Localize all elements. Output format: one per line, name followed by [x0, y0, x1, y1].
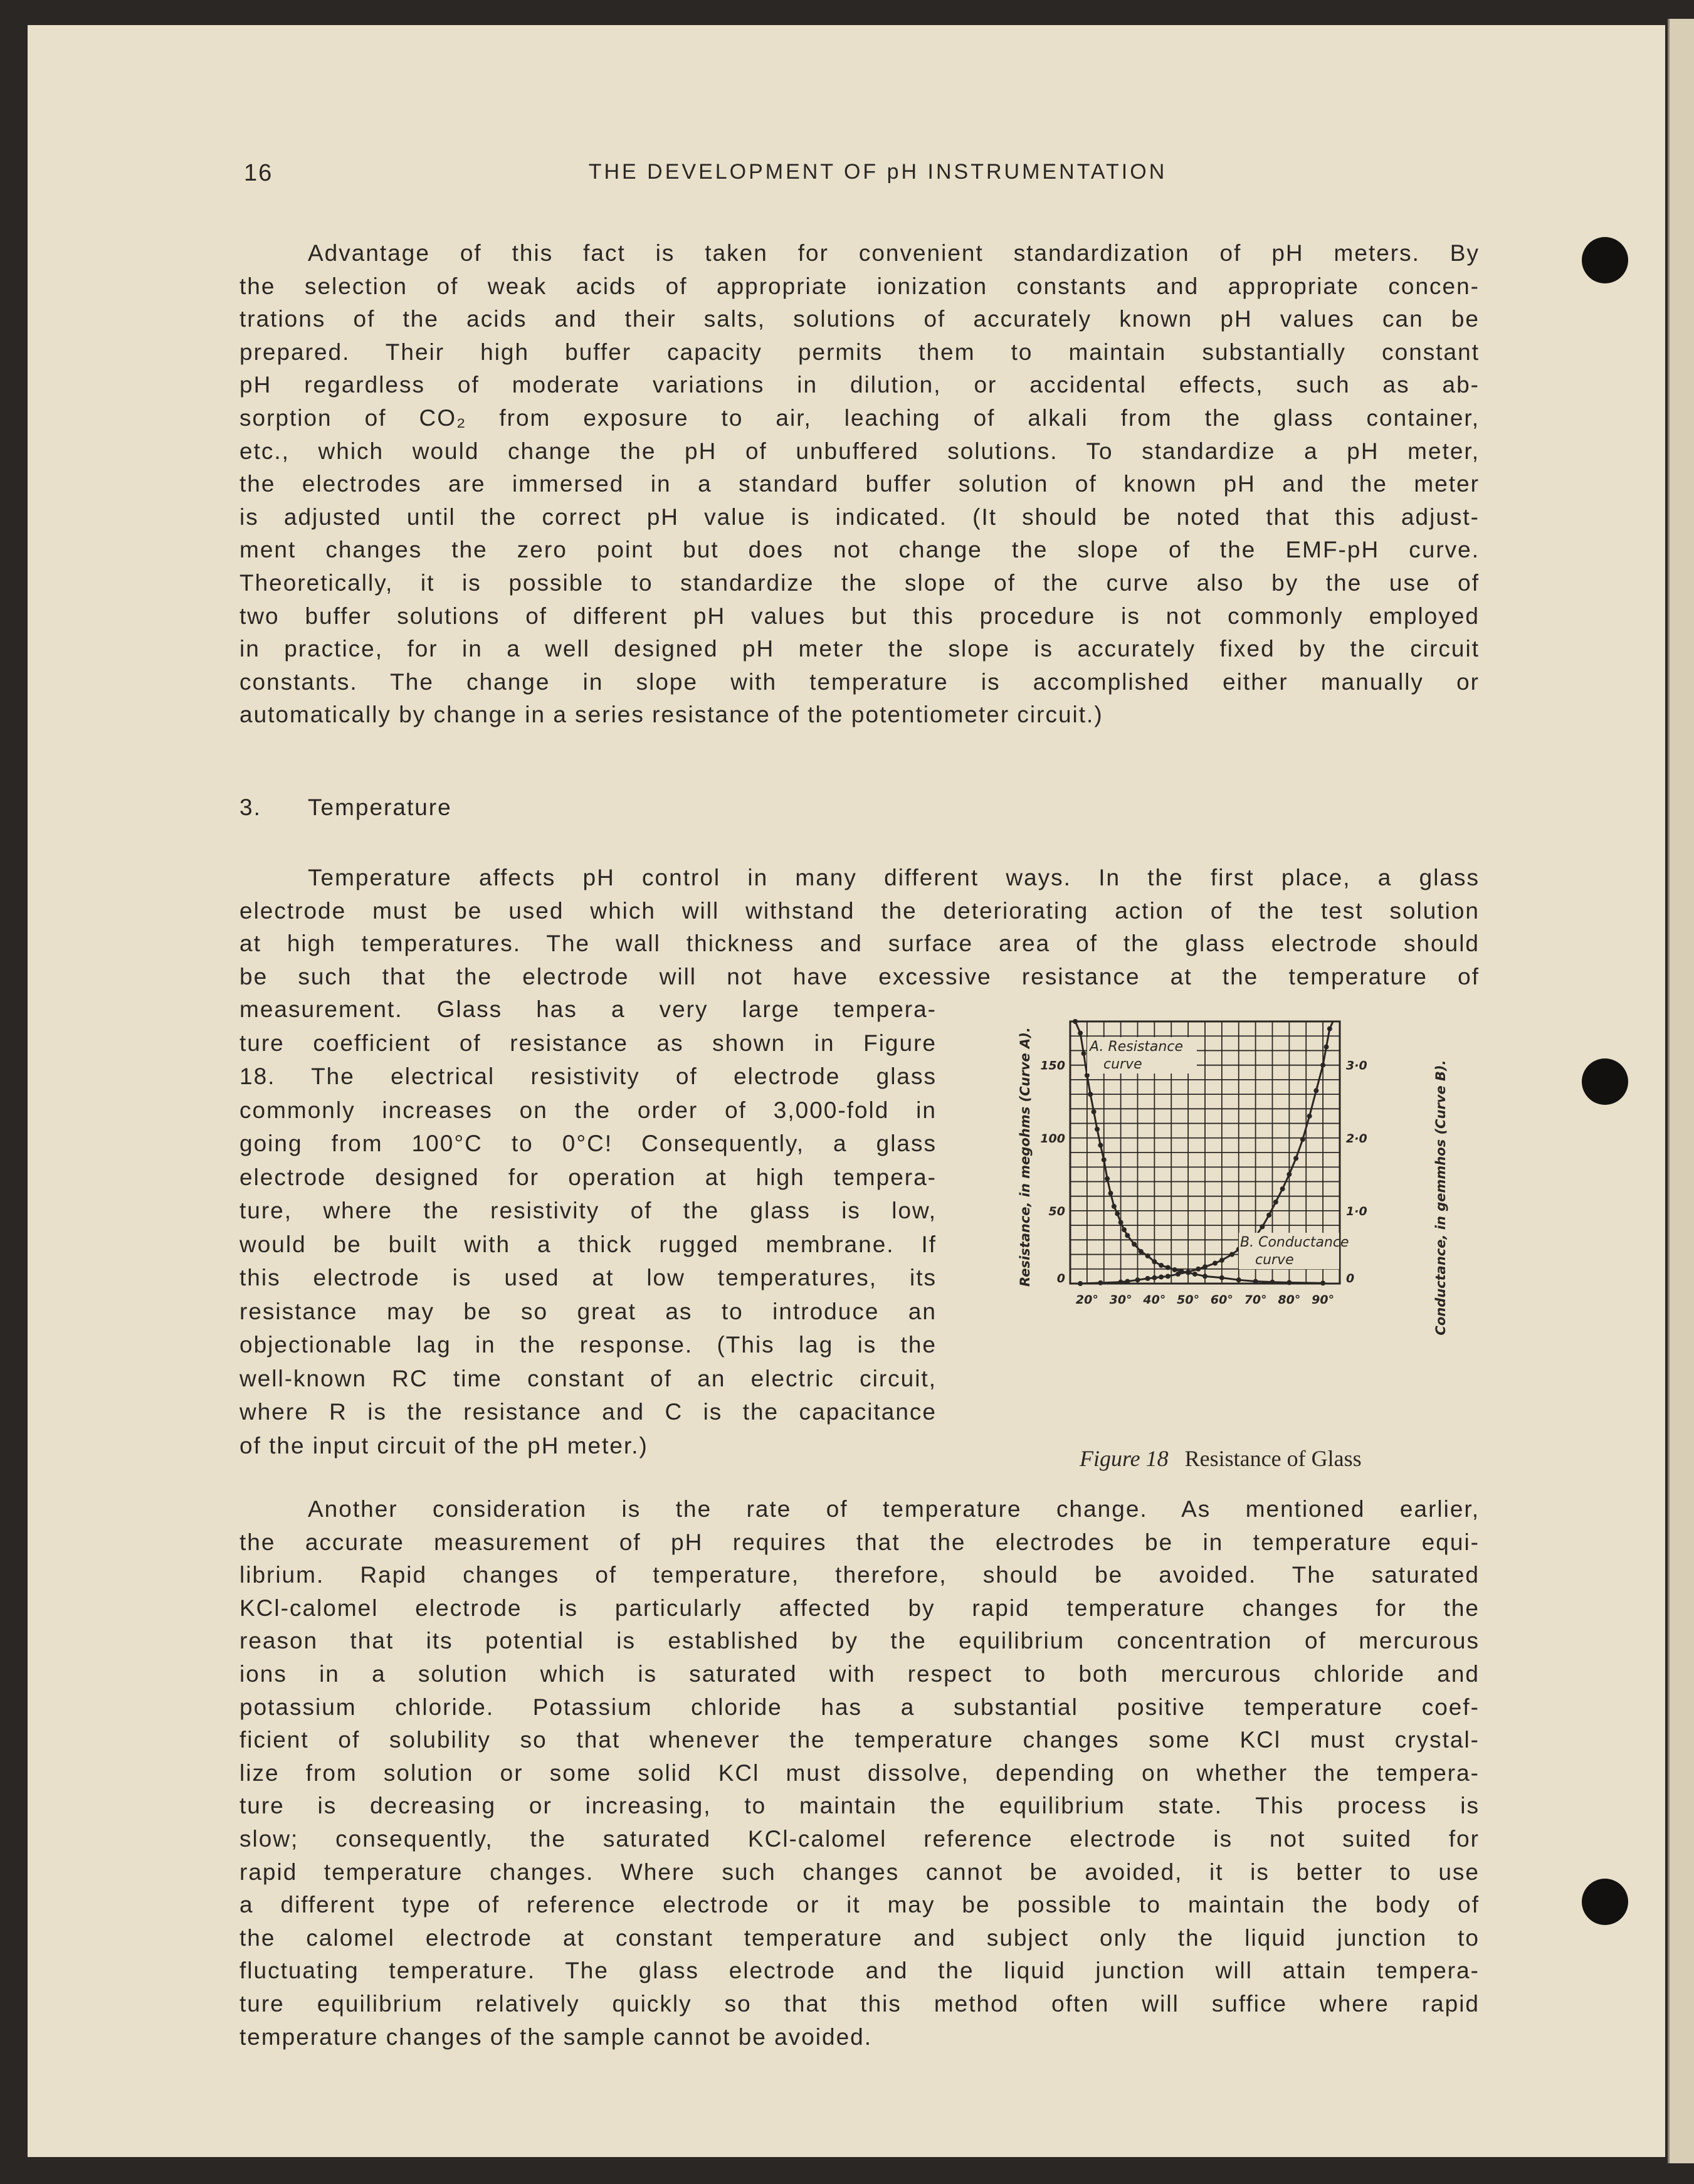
text-line: resistance may be so great as to introduce an — [239, 1298, 937, 1324]
text-line: KCl-calomel electrode is particularly affected by rapid temperature changes for the — [239, 1595, 1480, 1621]
section-heading — [239, 794, 452, 821]
data-point — [1122, 1227, 1127, 1232]
text-line: is adjusted until the correct pH value is indicated. (It should be noted that this adjust- — [239, 504, 1480, 530]
paragraph-2-continued — [239, 993, 937, 1462]
text-line: in practice, for in a well designed pH meter the slope is accurately fixed by the circuit — [239, 636, 1480, 662]
y-tick-label: 150 — [1040, 1058, 1065, 1073]
text-line: trations of the acids and their salts, solutions of accurately known pH values can be — [239, 306, 1480, 332]
annotation-conductance: B. Conductance — [1240, 1235, 1349, 1250]
text-line: where R is the resistance and C is the capacitance — [239, 1399, 937, 1425]
section-title: Temperature — [308, 794, 452, 820]
data-point — [1092, 1109, 1097, 1114]
text-line: potassium chloride. Potassium chloride has a substantial positive temperature coef- — [239, 1694, 1480, 1720]
text-line: automatically by change in a series resistance of the potentiometer circuit.) — [239, 702, 1103, 728]
text-line: fluctuating temperature. The glass electrode and the liquid junction will attain tempera- — [239, 1958, 1480, 1984]
paragraph-3 — [239, 1493, 1480, 2054]
data-point — [1324, 1045, 1329, 1050]
text-line: Temperature affects pH control in many different ways. In the first place, a glass — [308, 865, 1480, 890]
data-point — [1115, 1211, 1120, 1216]
data-point — [1152, 1275, 1157, 1280]
data-point — [1219, 1275, 1224, 1280]
data-point — [1192, 1272, 1197, 1277]
data-point — [1196, 1267, 1201, 1272]
binder-hole-icon — [1582, 237, 1628, 283]
x-tick-label: 30° — [1109, 1293, 1132, 1307]
data-point — [1135, 1277, 1140, 1282]
text-line: ture is decreasing or increasing, to maintain the equilibrium state. This process is — [239, 1793, 1480, 1819]
text-line: going from 100°C to 0°C! Consequently, a glass — [239, 1131, 937, 1156]
data-point — [1118, 1220, 1123, 1225]
text-line: ficient of solubility so that whenever the temperature changes some KCl must crystal- — [239, 1727, 1480, 1753]
data-point — [1125, 1279, 1130, 1284]
data-point — [1286, 1172, 1292, 1177]
data-point — [1102, 1158, 1107, 1163]
annotation-resistance: A. Resistance — [1090, 1039, 1183, 1055]
x-tick-label: 90° — [1312, 1293, 1335, 1307]
text-line: prepared. Their high buffer capacity permits them to maintain substantially constant — [239, 339, 1480, 365]
data-point — [1202, 1274, 1207, 1279]
text-line: at high temperatures. The wall thickness and surface area of the glass electrode should — [239, 931, 1480, 957]
text-line: the calomel electrode at constant temperature and subject only the liquid junction to — [239, 1924, 1480, 1951]
data-point — [1327, 1026, 1332, 1031]
data-point — [1253, 1279, 1258, 1284]
page-number: 16 — [244, 160, 273, 186]
data-point — [1176, 1272, 1181, 1277]
text-line: librium. Rapid changes of temperature, therefore, should be avoided. The saturated — [239, 1562, 1480, 1588]
data-point — [1078, 1031, 1083, 1036]
data-point — [1098, 1142, 1103, 1147]
data-point — [1125, 1233, 1130, 1238]
data-point — [1313, 1088, 1318, 1093]
text-line: sorption of CO₂ from exposure to air, leaching of alkali from the glass container, — [239, 404, 1480, 431]
text-line: constants. The change in slope with temperature is accomplished either manually or — [239, 668, 1480, 695]
annotation-conductance-curve: curve — [1255, 1252, 1294, 1268]
y-axis-title: Resistance, in megohms (Curve A). — [1018, 1027, 1033, 1287]
text-line: of the input circuit of the pH meter.) — [239, 1432, 648, 1459]
data-point — [1088, 1092, 1093, 1097]
text-line: ture equilibrium relatively quickly so that this method often will suffice where rapid — [239, 1990, 1480, 2017]
y2-tick-label: 3·0 — [1346, 1058, 1367, 1073]
text-line: the accurate measurement of pH requires that the electrodes be in temperature equi- — [239, 1529, 1480, 1555]
data-point — [1307, 1114, 1312, 1119]
text-line: ment changes the zero point but does not change the slope of the EMF-pH curve. — [239, 537, 1480, 563]
text-line: Another consideration is the rate of temperature change. As mentioned earlier, — [308, 1496, 1480, 1522]
data-point — [1073, 1019, 1078, 1024]
data-point — [1145, 1276, 1150, 1281]
data-point — [1165, 1265, 1171, 1270]
y-tick-label: 0 — [1056, 1272, 1065, 1285]
text-line: measurement. Glass has a very large tempera- — [239, 996, 937, 1022]
chart-plot-group — [1018, 1019, 1448, 1336]
figure-caption — [1080, 1445, 1362, 1472]
data-point — [1266, 1213, 1271, 1218]
data-point — [1108, 1191, 1113, 1196]
data-point — [1165, 1274, 1171, 1279]
data-point — [1236, 1277, 1241, 1282]
figure-title: Resistance of Glass — [1184, 1446, 1362, 1471]
figure-label: Figure 18 — [1080, 1446, 1169, 1471]
text-line: ture coefficient of resistance as shown in Figure — [239, 1030, 937, 1056]
data-point — [1270, 1280, 1275, 1285]
y-tick-label: 100 — [1040, 1131, 1065, 1146]
data-point — [1293, 1156, 1298, 1161]
data-point — [1085, 1073, 1090, 1078]
text-line: objectionable lag in the response. (This lag is the — [239, 1332, 937, 1358]
data-point — [1078, 1281, 1083, 1286]
text-line: commonly increases on the order of 3,000-fold in — [239, 1097, 937, 1123]
data-point — [1229, 1252, 1234, 1257]
data-point — [1145, 1253, 1150, 1258]
data-point — [1286, 1280, 1292, 1285]
text-line: would be built with a thick rugged membrane. If — [239, 1231, 937, 1257]
adjacent-page-edge — [1668, 19, 1694, 2163]
data-point — [1260, 1224, 1265, 1229]
text-line: the electrodes are immersed in a standard buffer solution of known pH and the meter — [239, 471, 1480, 497]
text-line: a different type of reference electrode or it may be possible to maintain the body of — [239, 1892, 1480, 1918]
data-point — [1095, 1127, 1100, 1132]
data-point — [1105, 1176, 1110, 1181]
data-point — [1172, 1267, 1177, 1272]
data-point — [1213, 1260, 1218, 1265]
text-line: pH regardless of moderate variations in dilution, or accidental effects, such as ab- — [239, 372, 1480, 398]
binder-hole-icon — [1582, 1058, 1628, 1105]
data-point — [1081, 1051, 1086, 1056]
y-tick-label: 50 — [1048, 1204, 1065, 1218]
data-point — [1273, 1200, 1278, 1205]
y2-axis-title: Conductance, in gemmhos (Curve B). — [1433, 1060, 1448, 1336]
data-point — [1159, 1263, 1164, 1268]
y2-tick-label: 0 — [1346, 1272, 1355, 1285]
data-point — [1152, 1259, 1157, 1264]
text-line: electrode designed for operation at high tempera- — [239, 1164, 937, 1190]
data-point — [1118, 1280, 1123, 1285]
running-header: THE DEVELOPMENT OF pH INSTRUMENTATION — [588, 160, 1167, 184]
text-line: well-known RC time constant of an electric circuit, — [239, 1365, 937, 1391]
x-tick-label: 80° — [1278, 1293, 1301, 1307]
data-point — [1159, 1275, 1164, 1280]
data-point — [1132, 1242, 1137, 1247]
paragraph-1 — [239, 237, 1480, 732]
data-point — [1098, 1280, 1103, 1285]
text-line: Theoretically, it is possible to standardize the slope of the curve also by the use of — [239, 569, 1480, 596]
text-line: Advantage of this fact is taken for convenient standardization of pH meters. By — [308, 240, 1480, 266]
data-point — [1202, 1264, 1207, 1269]
text-line: ions in a solution which is saturated with respect to both mercurous chloride and — [239, 1660, 1480, 1687]
annotation-resistance-curve: curve — [1103, 1057, 1142, 1072]
text-line: lize from solution or some solid KCl must dissolve, depending on whether the tempera- — [239, 1759, 1480, 1786]
data-point — [1300, 1137, 1305, 1142]
text-line: this electrode is used at low temperatures, its — [239, 1265, 937, 1290]
paragraph-2 — [239, 862, 1480, 993]
text-line: the selection of weak acids of appropriate ionization constants and appropriate concen- — [239, 273, 1480, 299]
data-point — [1320, 1280, 1325, 1285]
data-point — [1280, 1186, 1285, 1191]
x-tick-label: 70° — [1244, 1293, 1267, 1307]
text-line: slow; consequently, the saturated KCl-calomel reference electrode is not suited for — [239, 1825, 1480, 1852]
data-point — [1219, 1258, 1224, 1263]
text-line: reason that its potential is established by the equilibrium concentration of mercurous — [239, 1628, 1480, 1654]
y2-tick-label: 2·0 — [1346, 1131, 1367, 1146]
data-point — [1320, 1063, 1325, 1068]
text-line: electrode must be used which will withstand the deteriorating action of the test solution — [239, 897, 1480, 924]
figure-18-chart — [1003, 1010, 1467, 1442]
x-tick-label: 20° — [1075, 1293, 1098, 1307]
y2-tick-label: 1·0 — [1346, 1204, 1367, 1218]
data-point — [1112, 1204, 1117, 1209]
binder-hole-icon — [1582, 1879, 1628, 1925]
text-line: rapid temperature changes. Where such changes cannot be avoided, it is better to use — [239, 1859, 1480, 1885]
x-tick-label: 40° — [1143, 1293, 1166, 1307]
text-line: temperature changes of the sample cannot be avoided. — [239, 2023, 873, 2050]
x-tick-label: 60° — [1210, 1293, 1233, 1307]
x-tick-label: 50° — [1177, 1293, 1200, 1307]
text-line: ture, where the resistivity of the glass is low, — [239, 1198, 937, 1223]
section-number: 3. — [239, 794, 261, 820]
data-point — [1139, 1249, 1144, 1254]
text-line: 18. The electrical resistivity of electrode glass — [239, 1063, 937, 1089]
data-point — [1186, 1269, 1191, 1274]
text-line: be such that the electrode will not have excessive resistance at the temperature of — [239, 963, 1480, 989]
text-line: two buffer solutions of different pH values but this procedure is not commonly employed — [239, 603, 1480, 629]
text-line: etc., which would change the pH of unbuffered solutions. To standardize a pH meter, — [239, 438, 1480, 464]
